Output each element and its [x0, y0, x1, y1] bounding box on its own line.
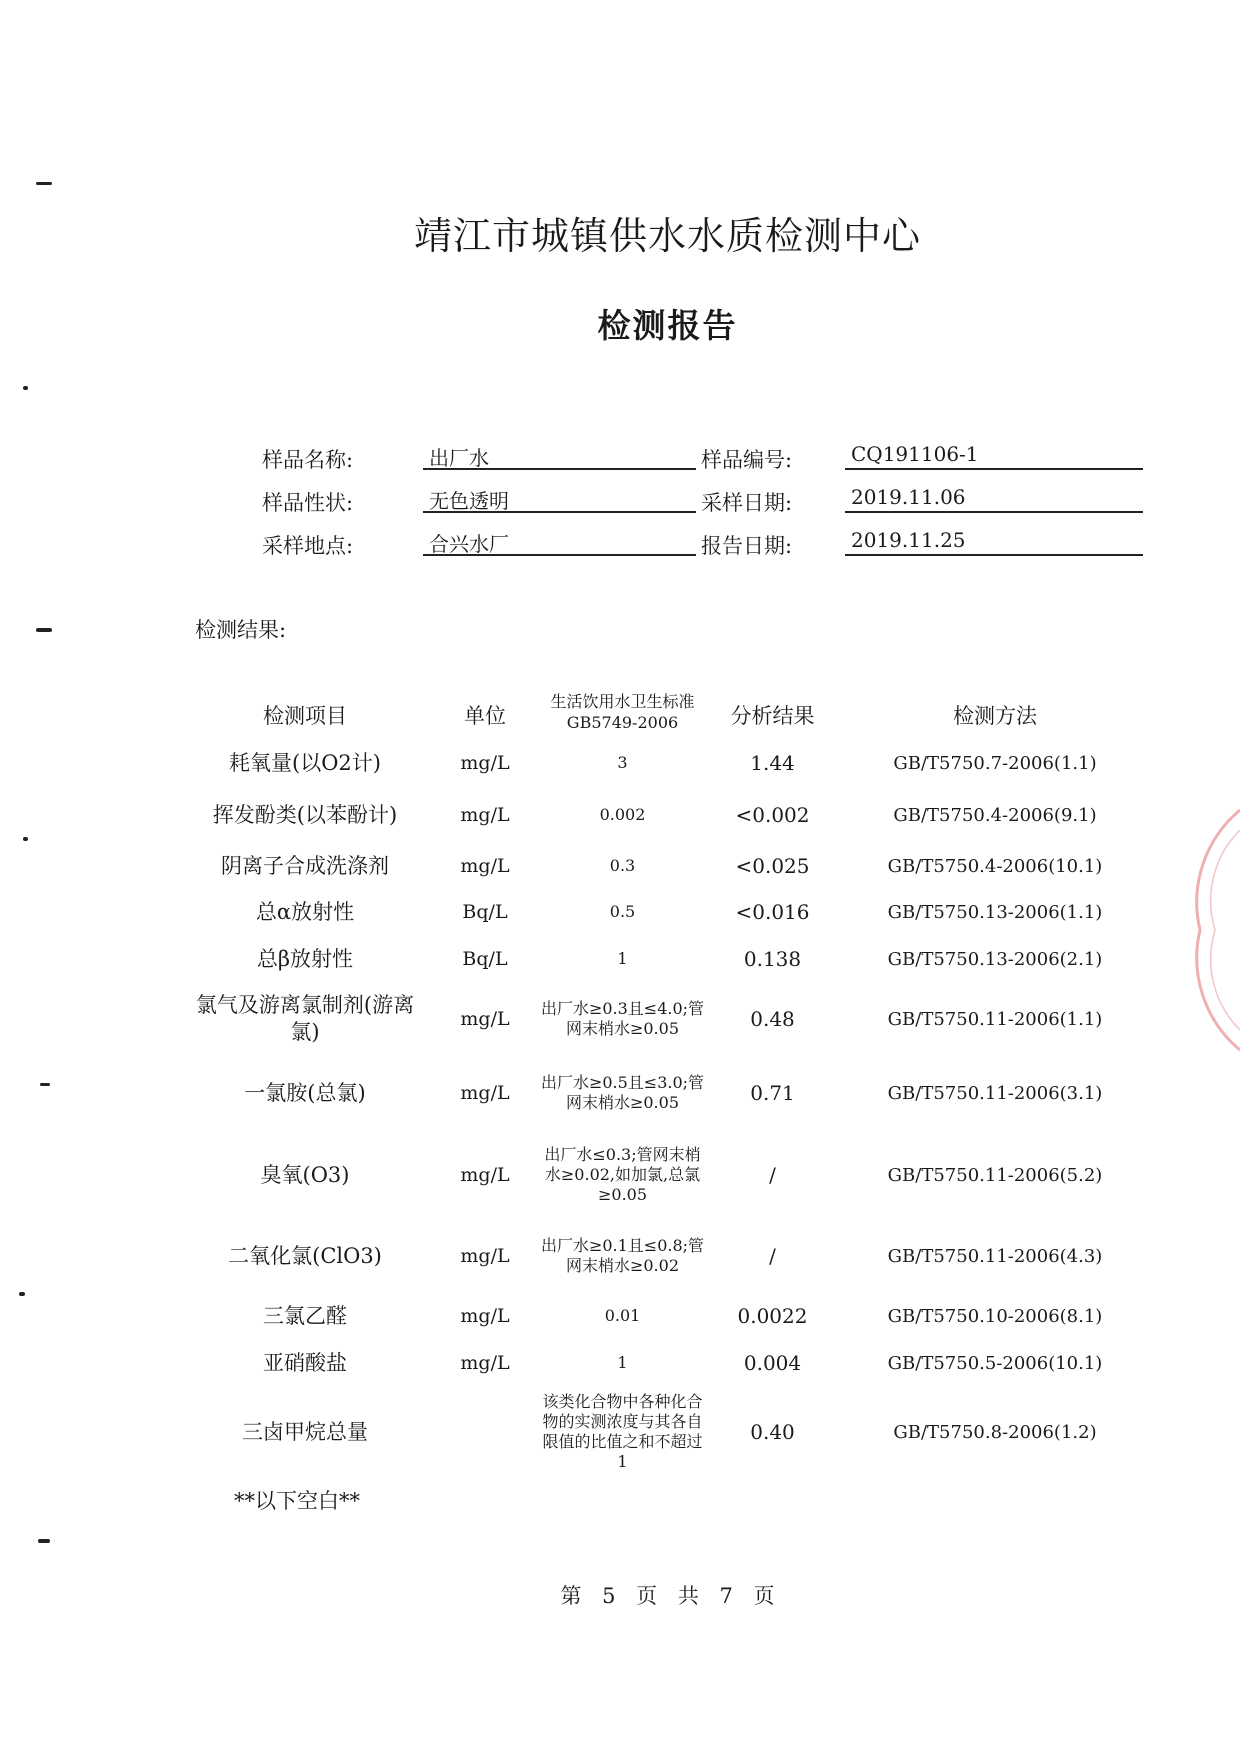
cell-item: 总β放射性: [256, 946, 354, 971]
sample-name-value: 出厂水: [423, 442, 696, 470]
cell-item: 阴离子合成洗涤剂: [221, 853, 389, 878]
cell-result: /: [769, 1244, 776, 1268]
sampling-location-value: 合兴水厂: [423, 528, 696, 556]
header-standard: 生活饮用水卫生标准GB5749-2006: [550, 692, 695, 732]
cell-method: GB/T5750.13-2006(2.1): [887, 948, 1103, 970]
cell-standard: 出厂水≥0.5且≤3.0;管网末梢水≥0.05: [540, 1073, 705, 1112]
report-date-label: 报告日期:: [701, 534, 793, 558]
scan-speck: [40, 1083, 50, 1086]
results-heading: 检测结果:: [195, 618, 287, 642]
cell-unit: mg/L: [460, 804, 510, 826]
cell-standard: 1: [617, 1353, 628, 1372]
cell-method: GB/T5750.8-2006(1.2): [893, 1421, 1097, 1443]
cell-result: 0.138: [743, 947, 802, 971]
cell-method: GB/T5750.11-2006(4.3): [887, 1245, 1103, 1267]
cell-unit: mg/L: [460, 1352, 510, 1374]
sampling-date-label: 采样日期:: [701, 491, 793, 515]
cell-method: GB/T5750.10-2006(8.1): [887, 1305, 1103, 1327]
cell-method: GB/T5750.11-2006(3.1): [887, 1082, 1103, 1104]
cell-item: 总α放射性: [255, 899, 355, 924]
cell-unit: mg/L: [460, 1164, 510, 1186]
cell-result: 0.40: [750, 1420, 795, 1444]
cell-method: GB/T5750.13-2006(1.1): [887, 901, 1103, 923]
cell-standard: 1: [617, 949, 628, 968]
cell-unit: mg/L: [460, 752, 510, 774]
cell-unit: mg/L: [460, 1245, 510, 1267]
header-method: 检测方法: [953, 704, 1037, 728]
report-date-value: 2019.11.25: [845, 528, 1143, 556]
scan-speck: [23, 386, 28, 390]
cell-result: 1.44: [750, 751, 795, 775]
cell-result: /: [769, 1163, 776, 1187]
sample-number-label: 样品编号:: [701, 448, 793, 472]
cell-unit: Bq/L: [462, 948, 508, 970]
cell-standard: 0.5: [609, 902, 636, 921]
cell-result: 0.48: [750, 1007, 795, 1031]
sample-number-value: CQ191106-1: [845, 442, 1143, 470]
blank-end-mark: **以下空白**: [234, 1489, 360, 1513]
sample-state-label: 样品性状:: [262, 491, 354, 515]
cell-item: 挥发酚类(以苯酚计): [212, 802, 398, 827]
cell-unit: mg/L: [460, 855, 510, 877]
cell-result: 0.0022: [737, 1304, 808, 1328]
scan-speck: [38, 1539, 50, 1543]
cell-method: GB/T5750.11-2006(1.1): [887, 1008, 1103, 1030]
cell-item: 二氧化氯(ClO3): [228, 1243, 382, 1268]
cell-item: 三氯乙醛: [263, 1303, 347, 1328]
report-title: 检测报告: [597, 306, 738, 345]
scan-speck: [23, 837, 28, 841]
cell-standard: 0.002: [599, 805, 646, 824]
official-seal: [1180, 800, 1240, 1060]
cell-item: 臭氧(O3): [260, 1162, 350, 1187]
cell-unit: [440, 1386, 530, 1478]
cell-item: 三卤甲烷总量: [242, 1419, 368, 1444]
cell-method: GB/T5750.5-2006(10.1): [887, 1352, 1103, 1374]
sampling-date-value: 2019.11.06: [845, 485, 1143, 513]
sampling-location-label: 采样地点:: [262, 534, 354, 558]
cell-result: 0.004: [743, 1351, 802, 1375]
header-item: 检测项目: [263, 704, 347, 728]
cell-item: 一氯胺(总氯): [244, 1080, 366, 1105]
cell-unit: mg/L: [460, 1305, 510, 1327]
cell-item: 亚硝酸盐: [263, 1350, 347, 1375]
cell-unit: Bq/L: [462, 901, 508, 923]
sample-name-label: 样品名称:: [262, 448, 354, 472]
cell-result: <0.025: [735, 854, 810, 878]
cell-method: GB/T5750.11-2006(5.2): [887, 1164, 1103, 1186]
cell-method: GB/T5750.4-2006(10.1): [887, 855, 1103, 877]
cell-unit: mg/L: [460, 1082, 510, 1104]
cell-method: GB/T5750.4-2006(9.1): [893, 804, 1097, 826]
cell-result: <0.002: [735, 803, 810, 827]
sample-state-value: 无色透明: [423, 485, 696, 513]
cell-standard: 3: [617, 753, 628, 772]
cell-standard: 0.3: [609, 856, 636, 875]
scan-speck: [36, 182, 52, 185]
cell-result: <0.016: [735, 900, 810, 924]
cell-result: 0.71: [750, 1081, 795, 1105]
header-result: 分析结果: [730, 704, 815, 728]
cell-standard: 出厂水≥0.3且≤4.0;管网末梢水≥0.05: [540, 999, 705, 1038]
page-number: 第 5 页 共 7 页: [560, 1584, 775, 1608]
header-unit: 单位: [464, 704, 506, 728]
cell-unit: mg/L: [460, 1008, 510, 1030]
cell-item: 耗氧量(以O2计): [229, 750, 381, 775]
organization-name: 靖江市城镇供水水质检测中心: [413, 214, 921, 258]
cell-item: 氯气及游离氯制剂(游离氯): [195, 993, 415, 1044]
scan-speck: [19, 1292, 25, 1296]
cell-standard: 出厂水≤0.3;管网末梢水≥0.02,如加氯,总氯≥0.05: [544, 1145, 701, 1204]
cell-standard: 该类化合物中各种化合物的实测浓度与其各自限值的比值之和不超过1: [542, 1392, 703, 1471]
cell-standard: 0.01: [604, 1306, 641, 1325]
scan-speck: [36, 628, 52, 632]
cell-standard: 出厂水≥0.1且≤0.8;管网末梢水≥0.02: [540, 1236, 705, 1275]
cell-method: GB/T5750.7-2006(1.1): [893, 752, 1097, 774]
